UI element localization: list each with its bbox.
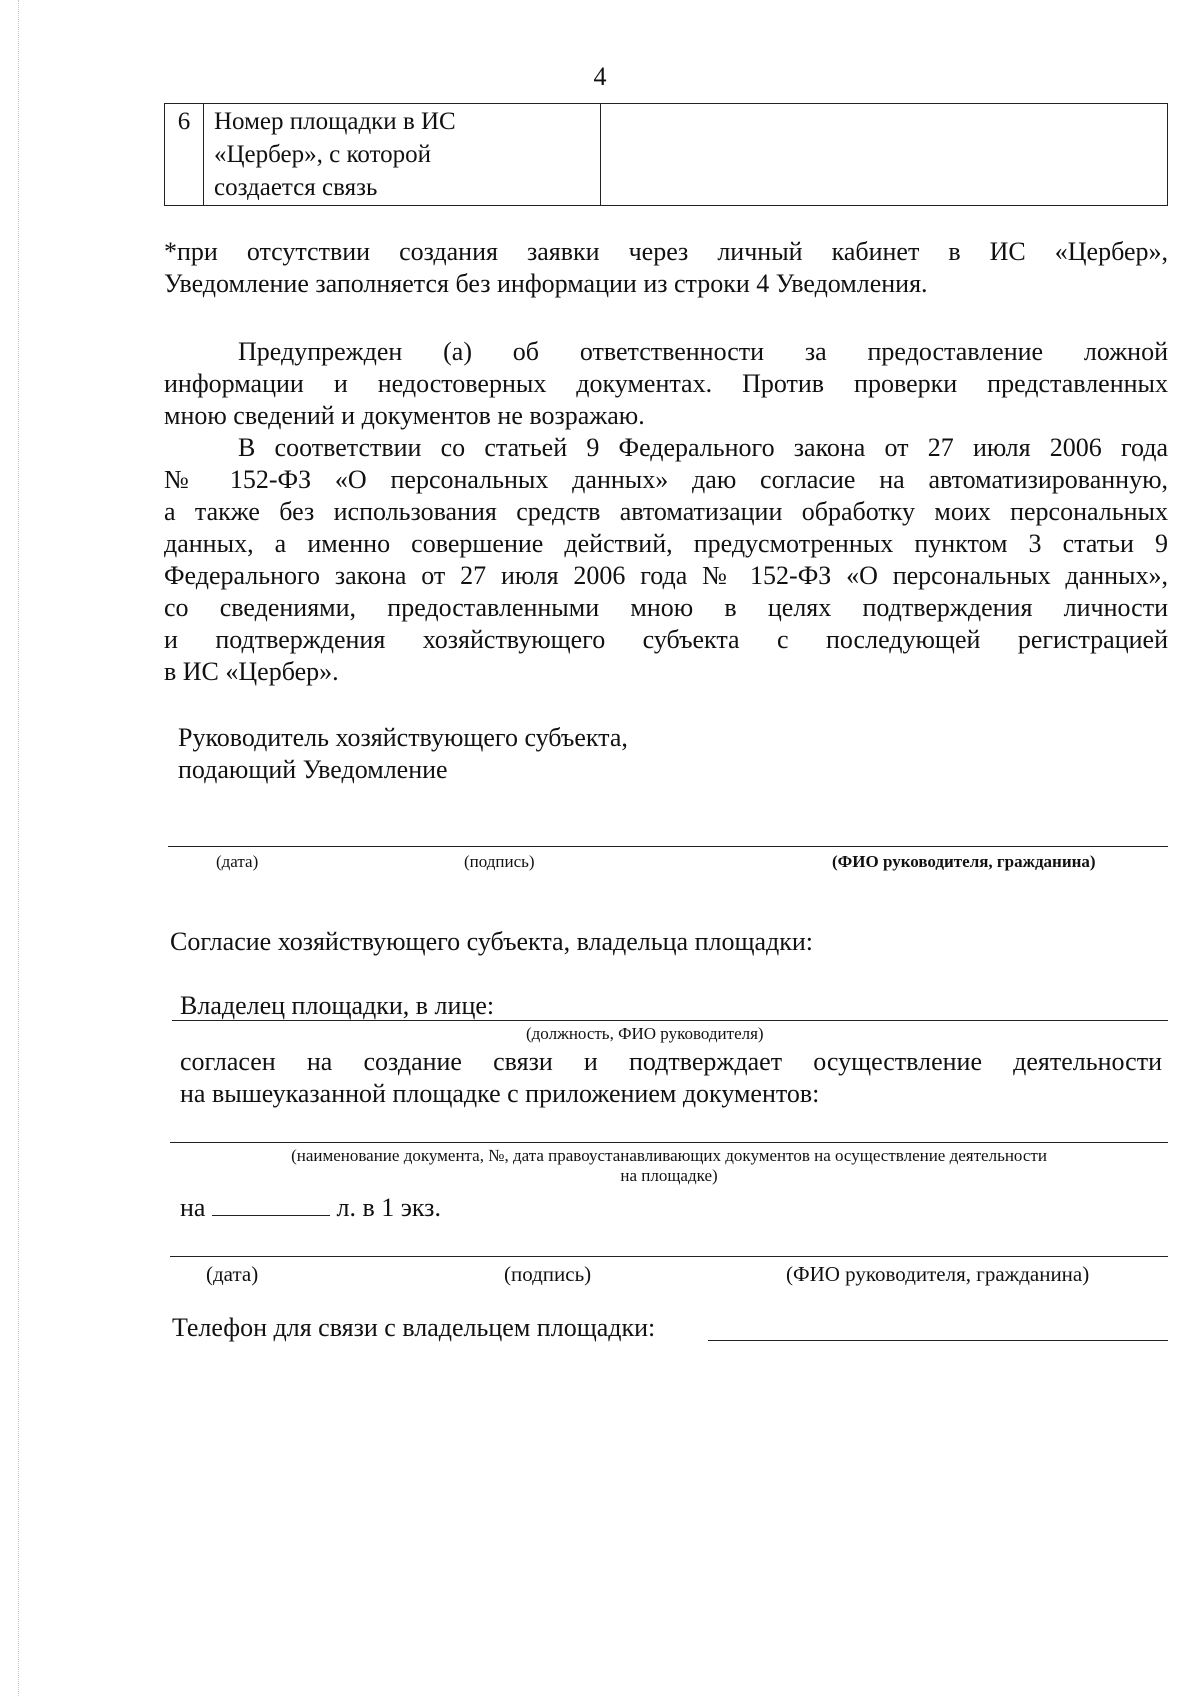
pages-prefix: на: [180, 1193, 206, 1222]
consent-line: в ИС «Цербер».: [164, 657, 339, 686]
row-label: [204, 104, 601, 206]
owner-agree-line: на вышеуказанной площадке с приложением документов:: [180, 1079, 820, 1108]
consent-line: В соответствии со статьей 9 Федерального закона от 27 июля 2006 года: [238, 433, 1168, 462]
row-label-line: создается связь: [214, 174, 378, 201]
row-label-line: Номер площадки в ИС: [214, 108, 456, 135]
footnote-line: *при отсутствии создания заявки через личный кабинет в ИС «Цербер»,: [164, 237, 1168, 266]
pages-count-blank[interactable]: [212, 1193, 330, 1216]
row-value-cell[interactable]: [601, 104, 1168, 206]
consent-line: данных, а именно совершение действий, предусмотренных пунктом 3 статьи 9: [164, 529, 1168, 558]
signatory-block: [178, 722, 628, 786]
owner-consent-heading: Согласие хозяйствующего субъекта, владельца площадки:: [170, 927, 814, 956]
signature-caption-1: (подпись): [464, 852, 535, 871]
signature-rule-2[interactable]: [170, 1256, 1168, 1257]
page-number: 4: [593, 62, 607, 91]
documents-caption-line: на площадке): [620, 1166, 718, 1185]
scan-margin-mark: [18, 0, 19, 1696]
pages-line: [180, 1192, 441, 1224]
phone-label: Телефон для связи с владельцем площадки:: [172, 1313, 656, 1342]
consent-paragraph: [164, 432, 1168, 688]
warning-line: информации и недостоверных документах. Против проверки представленных: [164, 369, 1168, 398]
date-caption-2: (дата): [206, 1262, 259, 1286]
signature-caption-2: (подпись): [504, 1262, 592, 1286]
consent-line: со сведениями, предоставленными мною в целях подтверждения личности: [164, 593, 1168, 622]
warning-line: Предупрежден (а) об ответственности за предоставление ложной: [238, 337, 1168, 366]
owner-agree-paragraph: [180, 1046, 1162, 1110]
consent-line: № 152-ФЗ «О персональных данных» даю согласие на автоматизированную,: [164, 465, 1168, 494]
owner-agree-line: согласен на создание связи и подтверждает осуществление деятельности: [180, 1047, 1162, 1076]
footnote: [164, 236, 1168, 300]
owner-label: Владелец площадки, в лице:: [180, 991, 495, 1020]
warning-line: мною сведений и документов не возражаю.: [164, 401, 645, 430]
name-caption-1: (ФИО руководителя, гражданина): [832, 852, 1096, 871]
documents-rule[interactable]: [170, 1142, 1168, 1143]
owner-rule[interactable]: [172, 1020, 1168, 1021]
documents-caption-line: (наименование документа, №, дата правоустанавливающих документов на осуществление деятельности: [291, 1146, 1047, 1165]
name-caption-2: (ФИО руководителя, гражданина): [786, 1262, 1090, 1286]
warning-paragraph: [164, 336, 1168, 432]
consent-line: и подтверждения хозяйствующего субъекта с последующей регистрацией: [164, 625, 1168, 654]
row-label-line: «Цербер», с которой: [214, 141, 432, 168]
documents-caption: [170, 1146, 1168, 1186]
phone-blank[interactable]: [708, 1340, 1168, 1341]
date-caption-1: (дата): [216, 852, 259, 871]
signature-rule-1[interactable]: [168, 846, 1168, 847]
notification-table: [164, 103, 1168, 206]
signatory-line: подающий Уведомление: [178, 755, 448, 784]
pages-suffix: л. в 1 экз.: [336, 1193, 441, 1222]
table-row: [165, 104, 1168, 206]
consent-line: Федерального закона от 27 июля 2006 года № 152-ФЗ «О персональных данных»,: [164, 561, 1168, 590]
signatory-line: Руководитель хозяйствующего субъекта,: [178, 723, 628, 752]
footnote-line: Уведомление заполняется без информации из строки 4 Уведомления.: [164, 269, 928, 298]
consent-line: а также без использования средств автоматизации обработку моих персональных: [164, 497, 1168, 526]
row-number: 6: [165, 104, 204, 206]
owner-caption: (должность, ФИО руководителя): [526, 1024, 764, 1043]
